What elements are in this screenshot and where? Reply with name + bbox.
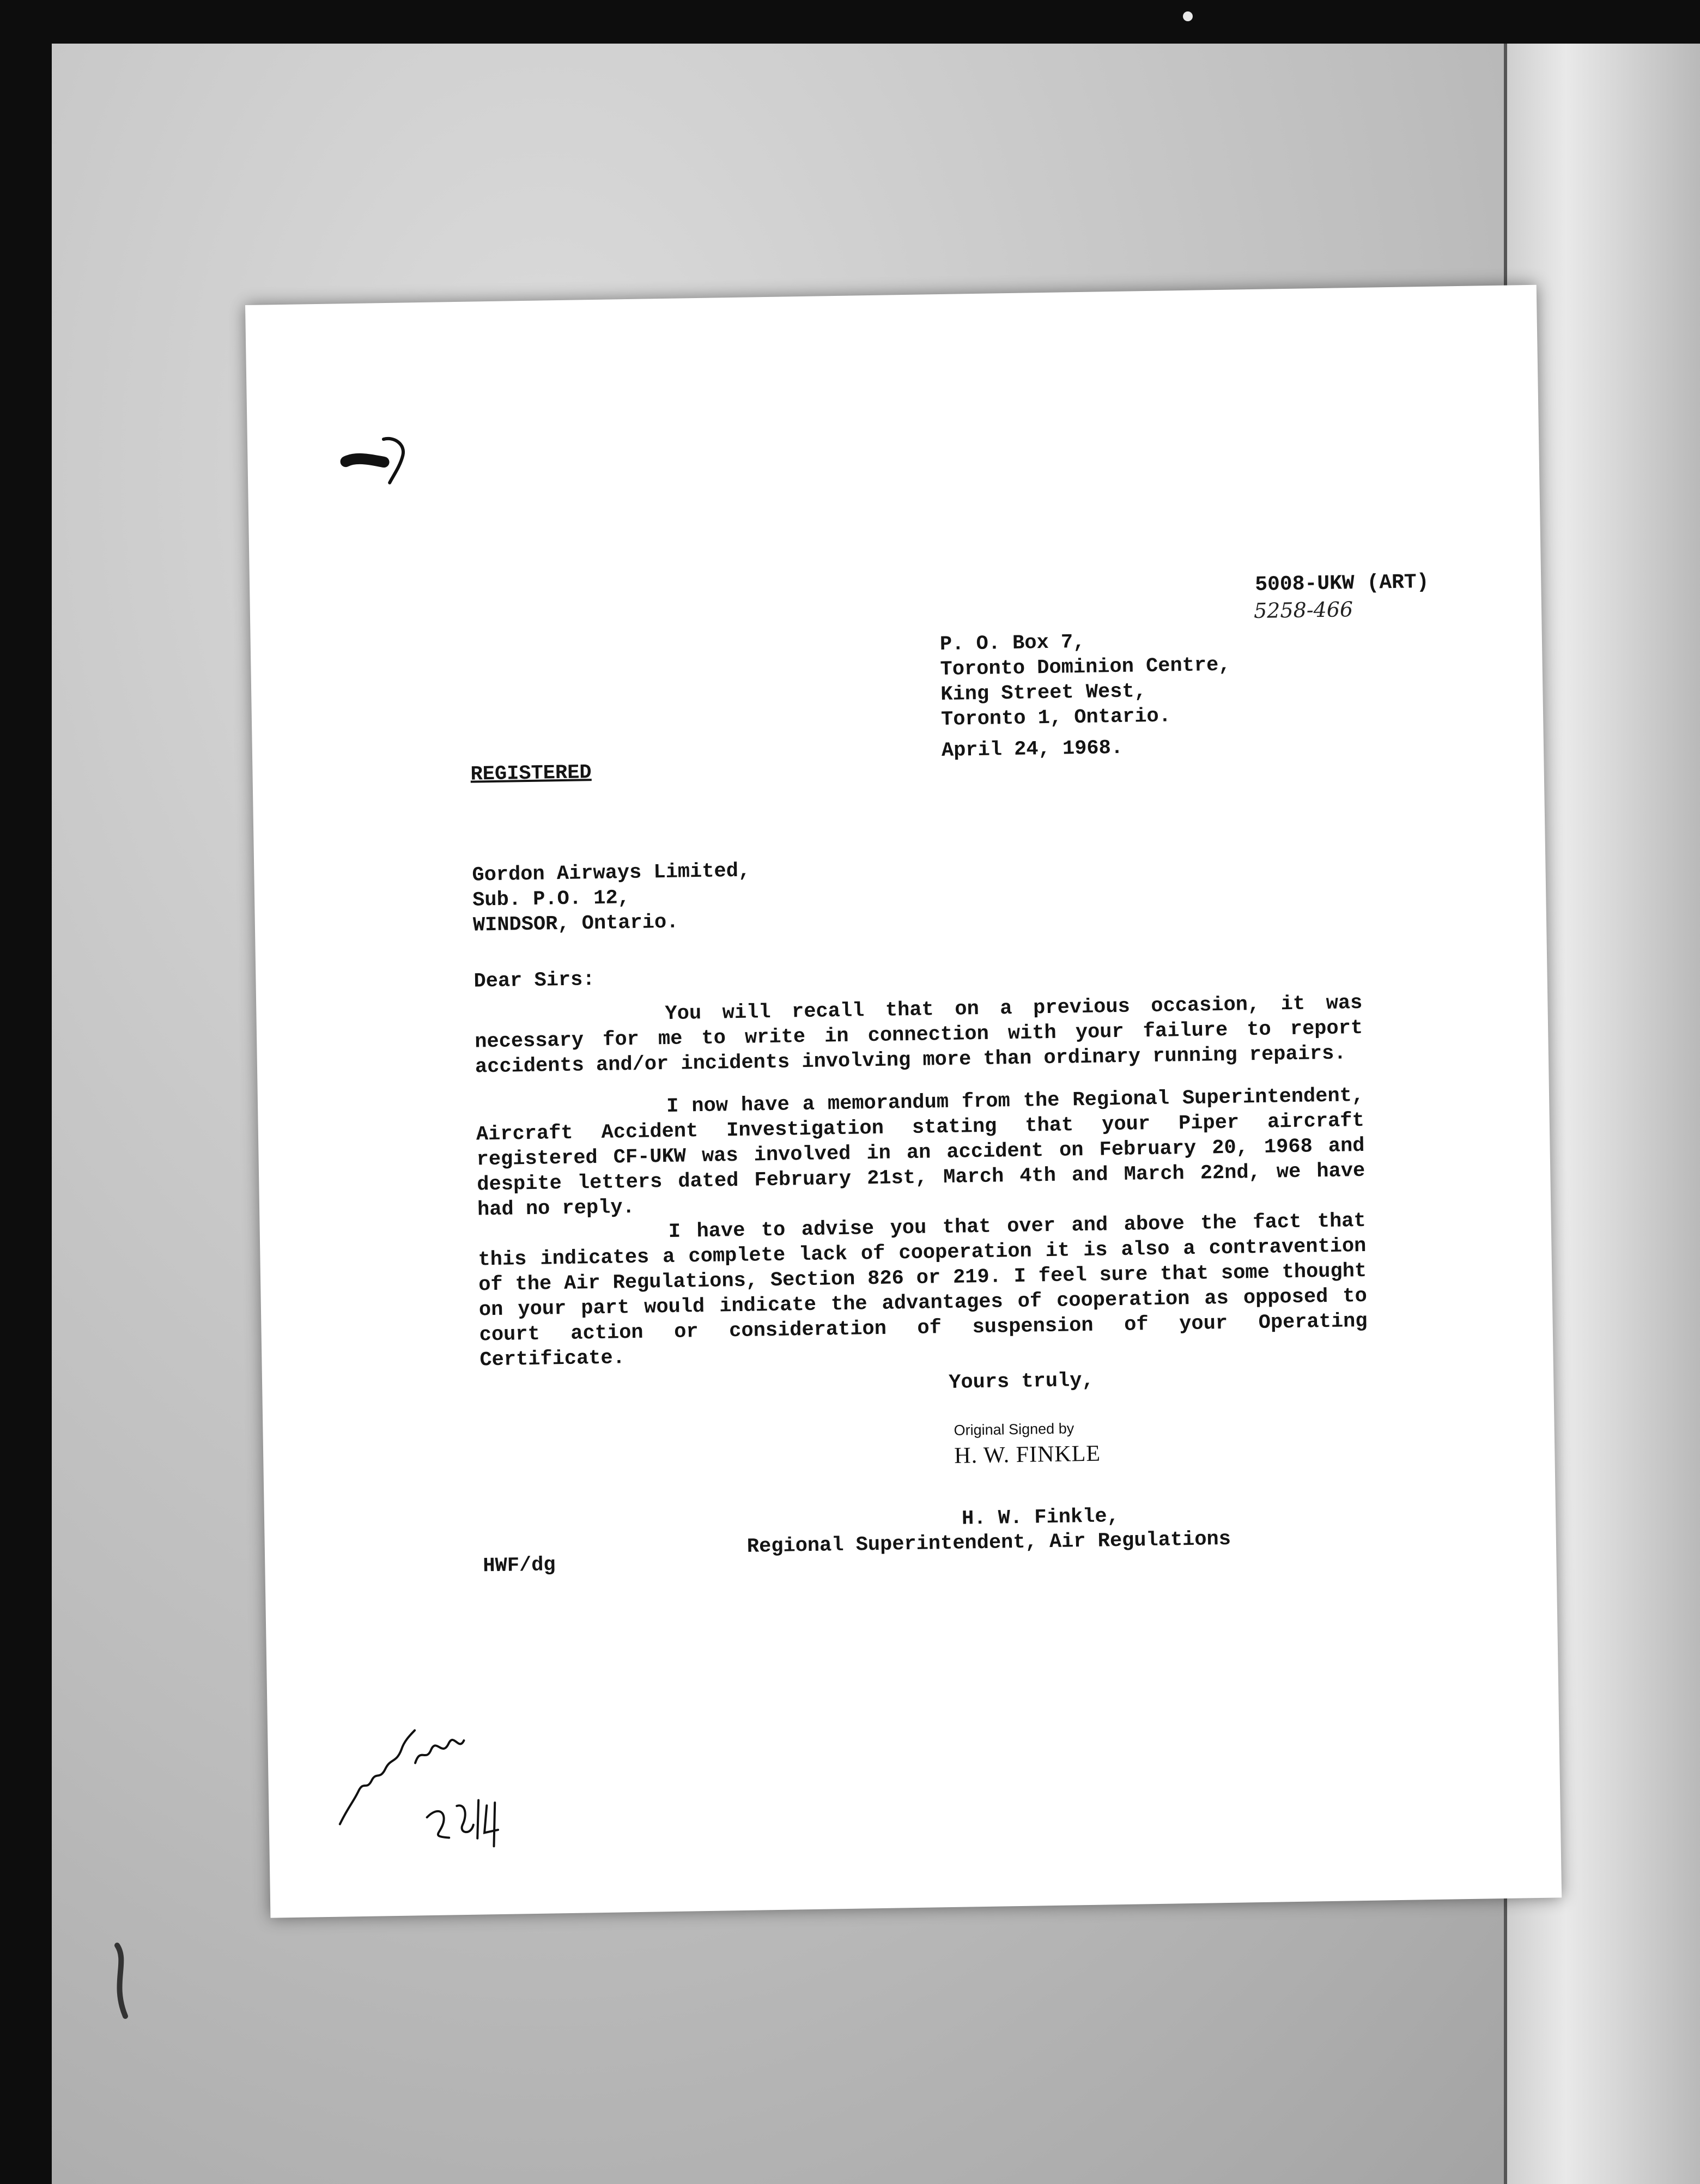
pen-mark	[340, 428, 417, 489]
sender-address-line: King Street West,	[940, 680, 1147, 707]
file-reference: 5008-UKW (ART)	[1254, 570, 1429, 597]
closing: Yours truly,	[948, 1369, 1094, 1394]
sender-address-line: Toronto 1, Ontario.	[940, 705, 1171, 732]
signer-name: H. W. Finkle,	[961, 1505, 1120, 1531]
body-paragraph-3: I have to advise you that over and above the fact that this indicates a complete lack of cooperation it is also a contravention of the Air Regulations, Section 826 or 219. I feel sure that some thought on your part would indicate the advantages of cooperation as opposed to court action or consideration of suspension of your Operating Certificate.	[478, 1209, 1368, 1372]
body-paragraph-1: You will recall that on a previous occasion, it was necessary for me to write in connection with your failure to report accidents and/or incidents involving more than ordinary running repairs.	[474, 991, 1363, 1079]
salutation: Dear Sirs:	[473, 968, 595, 993]
signature-stamp-caption: Original Signed by	[954, 1420, 1074, 1439]
recipient-address-line: WINDSOR, Ontario.	[472, 911, 679, 937]
sender-address	[940, 628, 1232, 732]
recipient-address-line: Sub. P.O. 12,	[472, 887, 630, 912]
typist-initials: HWF/dg	[483, 1554, 556, 1578]
recipient-address	[472, 859, 751, 938]
handwritten-note	[332, 1696, 515, 1863]
registered-label: REGISTERED	[470, 761, 592, 786]
letter-sheet	[245, 285, 1562, 1918]
scan-top-border	[0, 0, 1700, 44]
sender-address-line: Toronto Dominion Centre,	[940, 653, 1231, 682]
handwritten-reference: 5258-466	[1253, 597, 1353, 623]
signer-title: Regional Superintendent, Air Regulations	[746, 1527, 1231, 1558]
letter-date: April 24, 1968.	[941, 736, 1124, 763]
stray-smudge-bottom-left	[101, 1940, 144, 2027]
signature-stamp-name: H. W. FINKLE	[954, 1441, 1101, 1469]
scan-left-border	[0, 0, 52, 2184]
stray-speck-top	[1177, 0, 1199, 33]
sender-address-line: P. O. Box 7,	[939, 630, 1085, 657]
recipient-address-line: Gordon Airways Limited,	[472, 859, 751, 887]
body-paragraph-2: I now have a memorandum from the Regional Superintendent, Aircraft Accident Investigation stating that your Piper aircraft registered CF-UKW was involved in an accident on February 20, 1968 and despite letters dated February 21st, March 4th and March 22nd, we have had no reply.	[476, 1084, 1365, 1222]
